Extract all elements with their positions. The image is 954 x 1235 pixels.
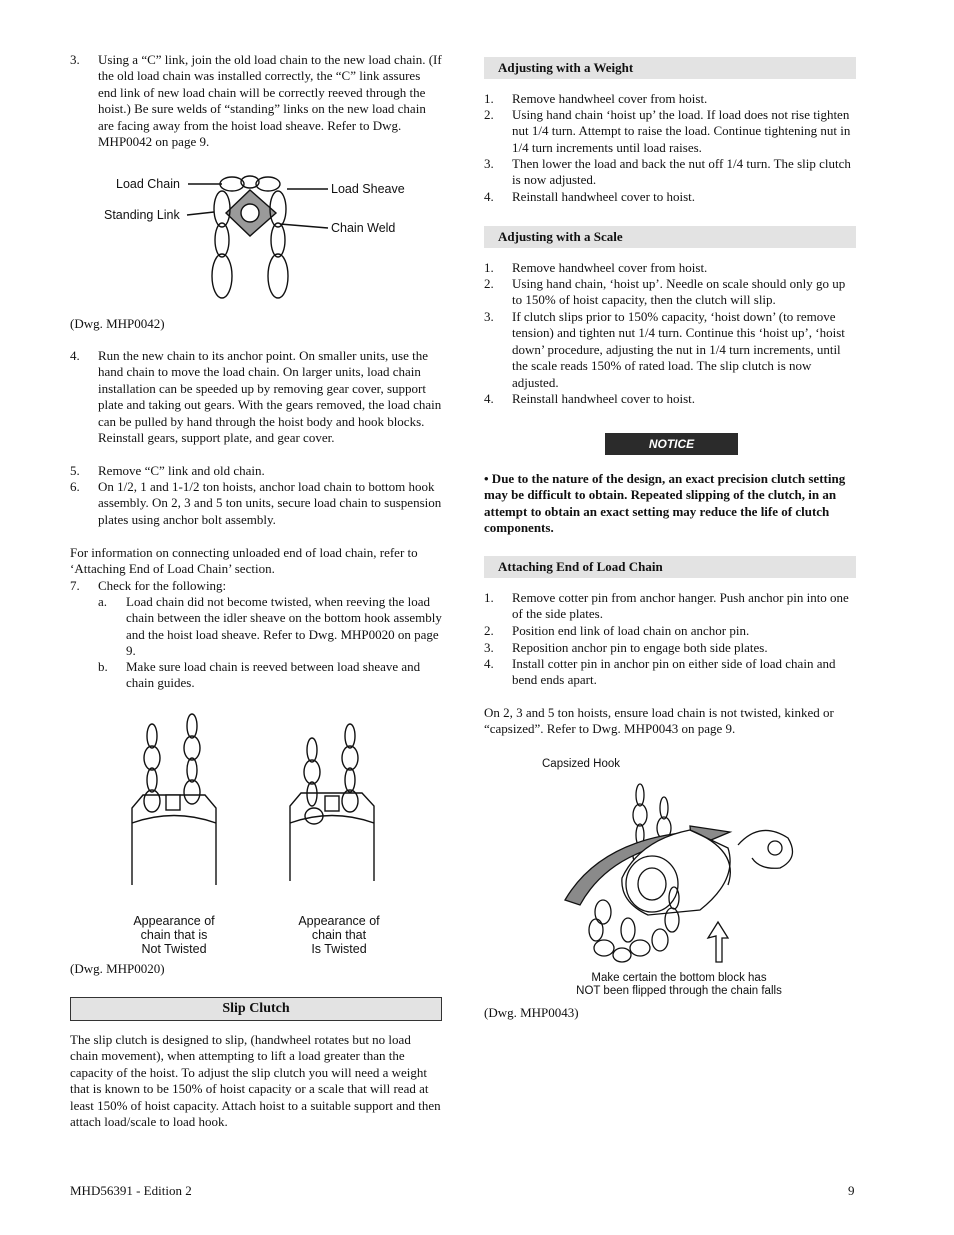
page-number: 9 xyxy=(848,1183,855,1198)
list-text: Load chain did not become twisted, when reeving the load chain between the idler sheave on the bottom hook assembly and the hoist load sheave. Refer to Dwg. MHP0020 on page 9. xyxy=(126,594,442,659)
list-text: Check for the following: xyxy=(98,578,227,593)
paragraph-attach: On 2, 3 and 5 ton hoists, ensure load chain is not twisted, kinked or “capsized”. Refer to Dwg. MHP0043 on page 9. xyxy=(484,705,834,737)
label-chain-weld: Chain Weld xyxy=(331,221,396,235)
list-number: 6. xyxy=(70,479,80,494)
list-item-5 xyxy=(70,463,442,479)
list-text: Using a “C” link, join the old load chain to the new load chain. (If the old load chain was installed correctly, the “C” link assures end link of new load chain will be correctly reeved through the hoist.) Be sure welds of “standing” links on the new load chain are facing away from the hoist load sheave. Refer to Dwg. MHP0042 on page 9. xyxy=(98,52,442,150)
list-item xyxy=(484,156,856,189)
figure-caption: (Dwg. MHP0042) xyxy=(70,316,165,331)
list-item xyxy=(484,189,856,205)
list-number: 2. xyxy=(484,276,494,291)
footer-doc-id: MHD56391 - Edition 2 xyxy=(70,1183,192,1198)
list-item-7 xyxy=(70,578,442,594)
list-item xyxy=(484,309,856,391)
list-text: Reposition anchor pin to engage both side plates. xyxy=(512,640,768,655)
label-standing-link: Standing Link xyxy=(104,208,180,222)
section-heading-weight: Adjusting with a Weight xyxy=(484,57,856,79)
label-not-twisted: Appearance of chain that is Not Twisted xyxy=(133,914,215,956)
list-text: Then lower the load and back the nut off 1/4 turn. The slip clutch is now adjusted. xyxy=(512,156,851,188)
label-twisted: Appearance of chain that Is Twisted xyxy=(298,914,380,956)
list-text: Run the new chain to its anchor point. On smaller units, use the hand chain to move the load chain. On larger units, load chain installation can be speeded up by removing gear cover, support plate and taking out gears. With the gears removed, the load chain can be pulled by hand through the hoist body and hook blocks. Reinstall gears, support plate, and gear cover. xyxy=(98,348,442,446)
notice-badge: NOTICE xyxy=(605,433,738,455)
list-item xyxy=(484,276,856,309)
list-item xyxy=(484,623,856,639)
list-item xyxy=(484,260,856,276)
list-number: 7. xyxy=(70,578,80,593)
list-letter: a. xyxy=(98,594,108,609)
list-number: 4. xyxy=(484,189,494,204)
list-text: Remove “C” link and old chain. xyxy=(98,463,265,478)
list-text: Make sure load chain is reeved between load sheave and chain guides. xyxy=(126,659,421,691)
figure-caption: (Dwg. MHP0020) xyxy=(70,961,165,976)
label-flipped-note: Make certain the bottom block has NOT been flipped through the chain falls xyxy=(576,972,782,997)
section-heading-scale: Adjusting with a Scale xyxy=(484,226,856,248)
list-number: 4. xyxy=(484,656,494,671)
list-number: 3. xyxy=(484,156,494,171)
list-item-7a xyxy=(98,594,442,660)
list-number: 5. xyxy=(70,463,80,478)
list-text: Position end link of load chain on anchor pin. xyxy=(512,623,750,638)
list-number: 3. xyxy=(484,640,494,655)
list-item xyxy=(484,656,856,689)
list-text: Using hand chain, ‘hoist up’. Needle on scale should only go up to 150% of hoist capacity, then the clutch will slip. xyxy=(512,276,846,308)
list-number: 2. xyxy=(484,623,494,638)
list-text: On 1/2, 1 and 1-1/2 ton hoists, anchor load chain to bottom hook assembly. On 2, 3 and 5 ton units, secure load chain to suspension plates using anchor bolt assembly. xyxy=(98,479,442,527)
list-item xyxy=(484,590,856,623)
list-number: 2. xyxy=(484,107,494,122)
list-item xyxy=(484,391,856,407)
list-number: 1. xyxy=(484,91,494,106)
list-text: Remove cotter pin from anchor hanger. Push anchor pin into one of the side plates. xyxy=(512,590,849,622)
notice-text: • Due to the nature of the design, an exact precision clutch setting may be difficult to obtain. Repeated slipping of the clutch, in an attempt to obtain an exact setting may reduce the life of clutch components. xyxy=(484,471,846,536)
list-text: Reinstall handwheel cover to hoist. xyxy=(512,391,696,406)
list-number: 1. xyxy=(484,590,494,605)
list-text: Using hand chain ‘hoist up’ the load. If load does not rise tighten nut 1/4 turn. Attempt to raise the load. Continue tightening nut in 1/4 turn increments until load raises. xyxy=(512,107,851,155)
section-heading-slip-clutch: Slip Clutch xyxy=(70,997,442,1021)
list-number: 4. xyxy=(70,348,80,363)
label-load-sheave: Load Sheave xyxy=(331,182,405,196)
list-text: Reinstall handwheel cover to hoist. xyxy=(512,189,696,204)
list-number: 3. xyxy=(70,52,80,67)
list-number: 4. xyxy=(484,391,494,406)
list-number: 3. xyxy=(484,309,494,324)
paragraph-slip-clutch: The slip clutch is designed to slip, (handwheel rotates but no load chain movement), when attempting to lift a load greater than the capacity of the hoist. To adjust the slip clutch you will need a weight that is known to be 150% of hoist capacity or a scale that will read at least 150% of hoist capacity. Attach hoist to a suitable support and then attach load/scale to load hook. xyxy=(70,1032,441,1130)
list-item xyxy=(484,640,856,656)
label-load-chain: Load Chain xyxy=(116,177,180,191)
list-text: Remove handwheel cover from hoist. xyxy=(512,260,708,275)
section-heading-attach: Attaching End of Load Chain xyxy=(484,556,856,578)
label-capsized-hook: Capsized Hook xyxy=(542,758,620,770)
list-item-4 xyxy=(70,348,442,446)
list-item xyxy=(484,107,856,156)
figure-caption: (Dwg. MHP0043) xyxy=(484,1005,579,1020)
list-number: 1. xyxy=(484,260,494,275)
list-letter: b. xyxy=(98,659,108,674)
list-text: Install cotter pin in anchor pin on either side of load chain and bend ends apart. xyxy=(512,656,836,688)
list-item-7b xyxy=(98,659,442,692)
list-item-6 xyxy=(70,479,442,528)
list-text: If clutch slips prior to 150% capacity, ‘hoist down’ (to remove tension) and tighten nut 1/4 turn. Continue this ‘hoist up’, ‘hoist down’ procedure, adjusting the nut in 1/4 turn increments, until the scale reads 150% of rated load. The slip clutch is now adjusted. xyxy=(512,309,845,390)
paragraph-info: For information on connecting unloaded end of load chain, refer to ‘Attaching End of Load Chain’ section. xyxy=(70,545,418,577)
list-text: Remove handwheel cover from hoist. xyxy=(512,91,708,106)
list-item xyxy=(484,91,856,107)
list-item-3 xyxy=(70,52,442,150)
